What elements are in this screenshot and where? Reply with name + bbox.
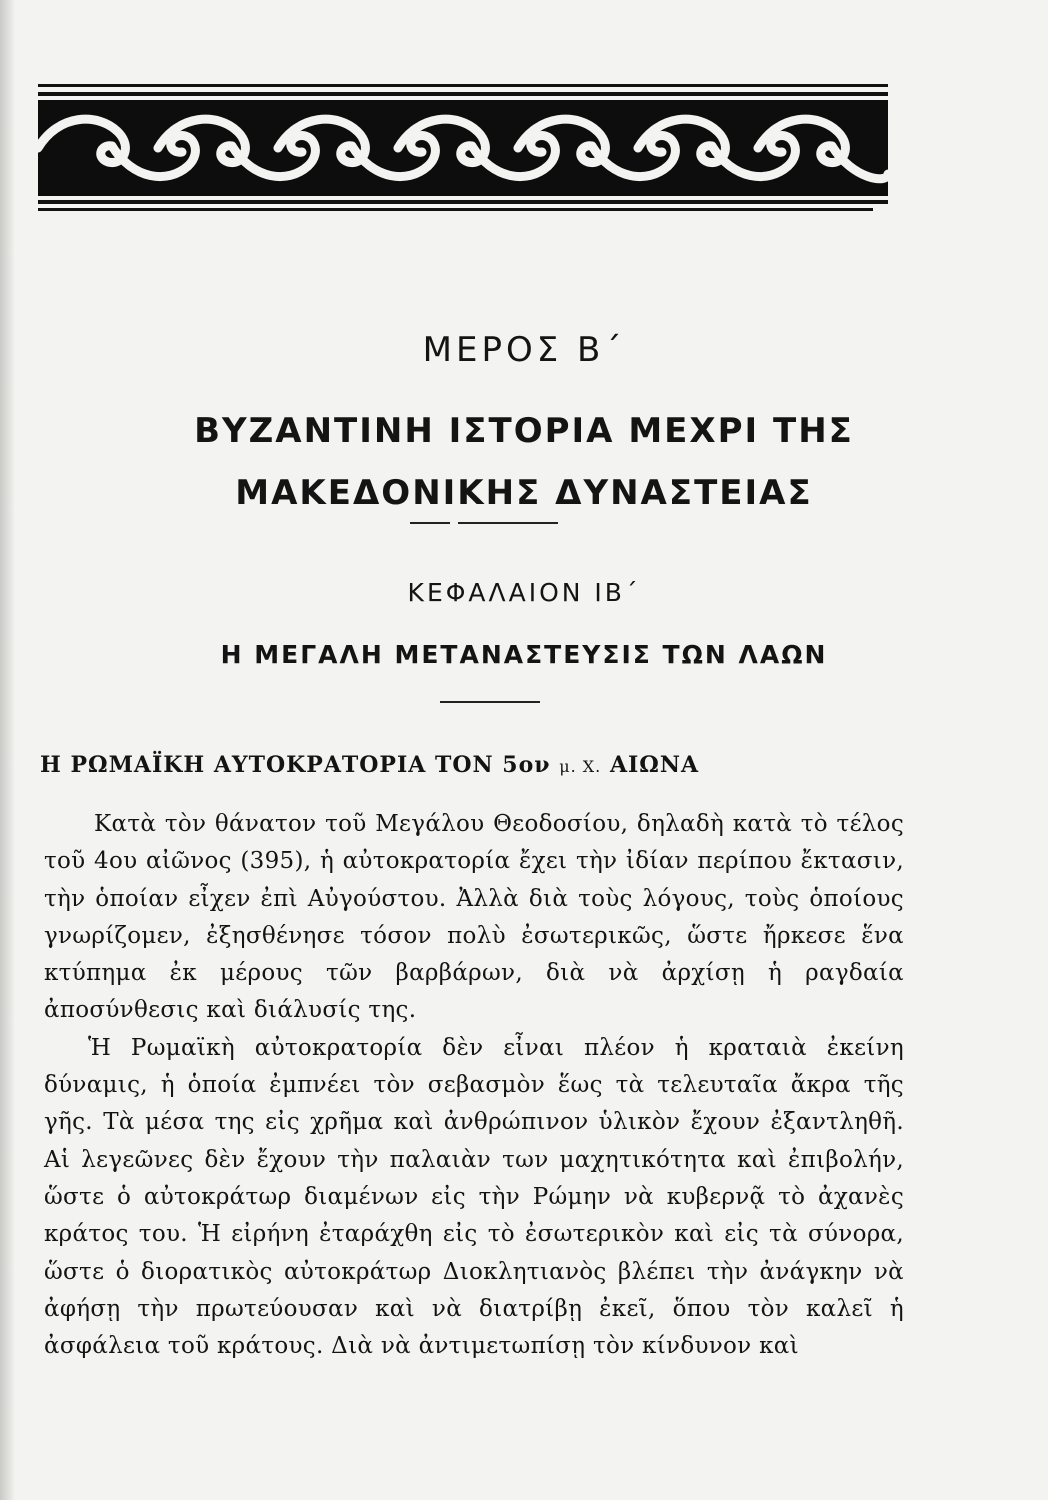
main-title	[0, 400, 1048, 524]
paragraph-1: Κατὰ τὸν θάνατον τοῦ Μεγάλου Θεοδοσίου, δηλαδὴ κατὰ τὸ τέλος τοῦ 4ου αἰῶνος (395), ἡ αὐτοκρατορία ἔχει τὴν ἰδίαν περίπου ἔκτασιν, τὴν ὁποίαν εἶχεν ἐπὶ Αὐγούστου. Ἀλλὰ διὰ τοὺς λόγους, τοὺς ὁποίους γνωρίζομεν, ἐξησθένησε τόσον πολὺ ἐσωτερικῶς, ὥστε ἤρκεσε ἕνα κτύπημα ἐκ μέρους τῶν βαρβάρων, διὰ νὰ ἀρχίσῃ ἡ ραγδαία ἀποσύνθεσις καὶ διάλυσίς της.	[44, 811, 904, 1024]
part-title: ΜΕΡΟΣ Β΄	[422, 330, 626, 370]
paragraph-2: Ἡ Ρωμαϊκὴ αὐτοκρατορία δὲν εἶναι πλέον ἡ κραταιὰ ἐκείνη δύναμις, ἡ ὁποία ἐμπνέει τὸν σεβασμὸν ἕως τὰ τελευταῖα ἄκρα τῆς γῆς. Τὰ μέσα της εἰς χρῆμα καὶ ἀνθρώπινον ὑλικὸν ἔχουν ἐξαντληθῆ. Αἱ λεγεῶνες δὲν ἔχουν τὴν παλαιὰν των μαχητικότητα καὶ ἐπιβολήν, ὥστε ὁ αὐτοκράτωρ διαμένων εἰς τὴν Ρώμην νὰ κυβερνᾷ τὸ ἀχανὲς κράτος του. Ἡ εἰρήνη ἐταράχθη εἰς τὸ ἐσωτερικὸν καὶ εἰς τὰ σύνορα, ὥστε ὁ διορατικὸς αὐτοκράτωρ Διοκλητιανὸς βλέπει τὴν ἀνάγκην νὰ ἀφήσῃ τὴν πρωτεύουσαν καὶ νὰ διατρίβῃ ἐκεῖ, ὅπου τὸν καλεῖ ἡ ἀσφάλεια τοῦ κράτους. Διὰ νὰ ἀντιμετωπίσῃ τὸν κίνδυνον καὶ	[44, 1034, 904, 1360]
main-title-line-1: ΒΥΖΑΝΤΙΝΗ ΙΣΤΟΡΙΑ ΜΕΧΡΙ ΤΗΣ	[194, 411, 854, 451]
section-heading	[40, 752, 900, 778]
decorative-wave-border	[38, 84, 888, 216]
chapter-title: ΚΕΦΑΛΑΙΟΝ ΙΒ΄	[407, 578, 641, 607]
title-divider-short	[410, 522, 450, 524]
chapter-subtitle: Η ΜΕΓΑΛΗ ΜΕΤΑΝΑΣΤΕΥΣΙΣ ΤΩΝ ΛΑΩΝ	[220, 640, 828, 669]
body-text	[44, 806, 904, 1365]
title-divider-long	[458, 522, 558, 524]
main-title-line-2: ΜΑΚΕΔΟΝΙΚΗΣ ΔΥΝΑΣΤΕΙΑΣ	[235, 473, 813, 513]
section-heading-era: μ. Χ.	[559, 757, 602, 776]
section-heading-main: Η ΡΩΜΑΪΚΗ ΑΥΤΟΚΡΑΤΟΡΙΑ ΤΟΝ 5ον	[40, 752, 551, 778]
chapter-divider	[440, 701, 540, 703]
page-edge-shadow	[0, 0, 14, 1500]
section-heading-end: ΑΙΩΝΑ	[609, 752, 700, 778]
